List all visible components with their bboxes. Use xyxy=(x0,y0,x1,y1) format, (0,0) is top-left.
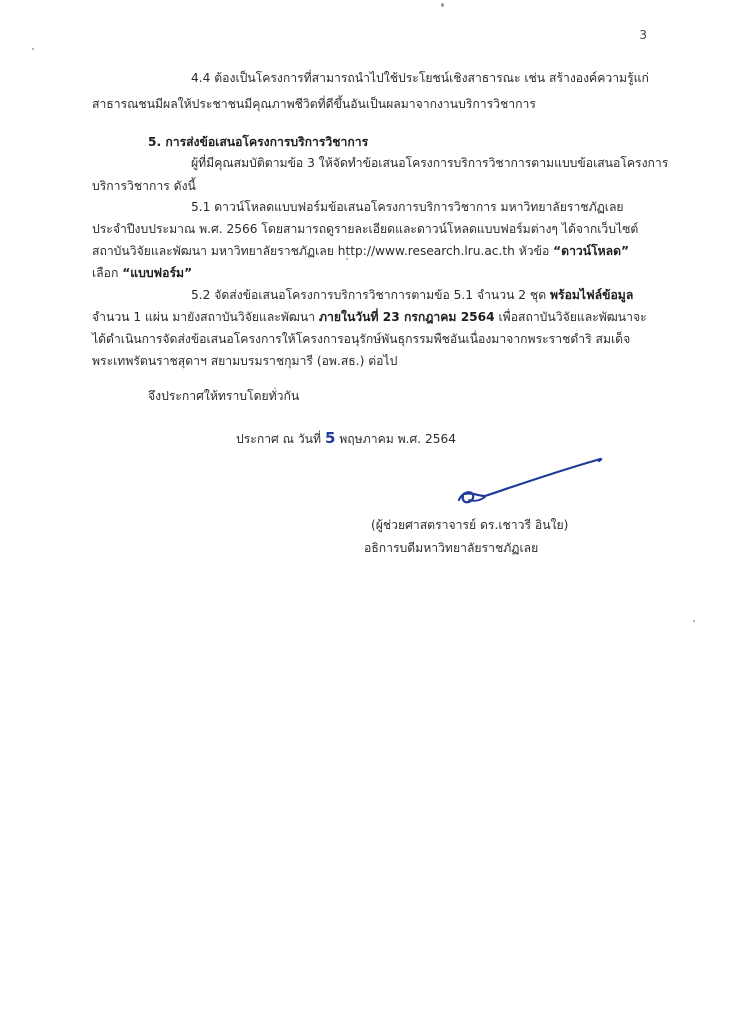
item-5-2-line2-text2: เพื่อสถาบันวิจัยและพัฒนาจะ xyxy=(494,310,647,324)
item-5-2-line2 xyxy=(92,306,647,328)
item-5-2-line1-bold: พร้อมไฟล์ข้อมูล xyxy=(549,288,634,302)
item-4-4-line2: สาธารณชนมีผลให้ประชาชนมีคุณภาพชีวิตที่ดีขึ้นอันเป็นผลมาจากงานบริการวิชาการ xyxy=(92,97,536,111)
item-5-2-line4: พระเทพรัตนราชสุดาฯ สยามบรมราชกุมารี (อพ.สธ.) ต่อไป xyxy=(92,354,398,368)
item-5-1-line4 xyxy=(92,262,192,284)
scan-speck xyxy=(693,620,695,622)
item-5-2-line3: ได้ดำเนินการจัดส่งข้อเสนอโครงการให้โครงการอนุรักษ์พันธุกรรมพืชอันเนื่องมาจากพระราชดำริ สมเด็จ xyxy=(92,332,631,346)
signatory-title: อธิการบดีมหาวิทยาลัยราชภัฏเลย xyxy=(364,541,539,555)
section5-intro-line2: บริการวิชาการ ดังนี้ xyxy=(92,179,196,193)
scan-speck xyxy=(441,3,444,7)
item-5-1-line3 xyxy=(92,240,629,262)
announce-date xyxy=(236,427,456,450)
item-5-2-line1-text: 5.2 จัดส่งข้อเสนอโครงการบริการวิชาการตามข้อ 5.1 จำนวน 2 ชุด xyxy=(191,288,550,302)
announce-month-year: พฤษภาคม พ.ศ. 2564 xyxy=(335,432,457,446)
item-5-1-line1: 5.1 ดาวน์โหลดแบบฟอร์มข้อเสนอโครงการบริการวิชาการ มหาวิทยาลัยราชภัฏเลย xyxy=(191,200,624,214)
section5-heading: 5. การส่งข้อเสนอโครงการบริการวิชาการ xyxy=(148,135,369,149)
announce-prefix: ประกาศ ณ วันที่ xyxy=(236,432,325,446)
closing-statement: จึงประกาศให้ทราบโดยทั่วกัน xyxy=(148,389,300,403)
page-number: 3 xyxy=(639,28,647,42)
item-5-1-line4-text: เลือก xyxy=(92,266,123,280)
item-5-2-line1 xyxy=(191,284,633,306)
deadline-text: ภายในวันที่ 23 กรกฎาคม 2564 xyxy=(318,310,495,324)
scan-speck xyxy=(32,48,34,50)
section5-intro-line1: ผู้ที่มีคุณสมบัติตามข้อ 3 ให้จัดทำข้อเสนอโครงการบริการวิชาการตามแบบข้อเสนอโครงการ xyxy=(191,156,669,170)
item-5-1-line2: ประจำปีงบประมาณ พ.ศ. 2566 โดยสามารถดูรายละเอียดและดาวน์โหลดแบบฟอร์มต่างๆ ได้จากเว็บไซต์ xyxy=(92,222,639,236)
announce-day: 5 xyxy=(324,429,336,447)
download-heading-label: “ดาวน์โหลด” xyxy=(553,244,630,258)
item-5-2-line2-text1: จำนวน 1 แผ่น มายังสถาบันวิจัยและพัฒนา xyxy=(92,310,319,324)
item-5-1-line3-text: สถาบันวิจัยและพัฒนา มหาวิทยาลัยราชภัฏเลย http://www.research.lru.ac.th หัวข้อ xyxy=(92,244,554,258)
item-4-4-line1: 4.4 ต้องเป็นโครงการที่สามารถนำไปใช้ประโยชน์เชิงสาธารณะ เช่น สร้างองค์ความรู้แก่ xyxy=(191,71,649,85)
signatory-name: (ผู้ช่วยศาสตราจารย์ ดร.เชาวรี อินใย) xyxy=(371,518,569,532)
signature-image xyxy=(455,450,615,520)
scan-speck xyxy=(346,258,348,260)
form-label: “แบบฟอร์ม” xyxy=(122,266,193,280)
